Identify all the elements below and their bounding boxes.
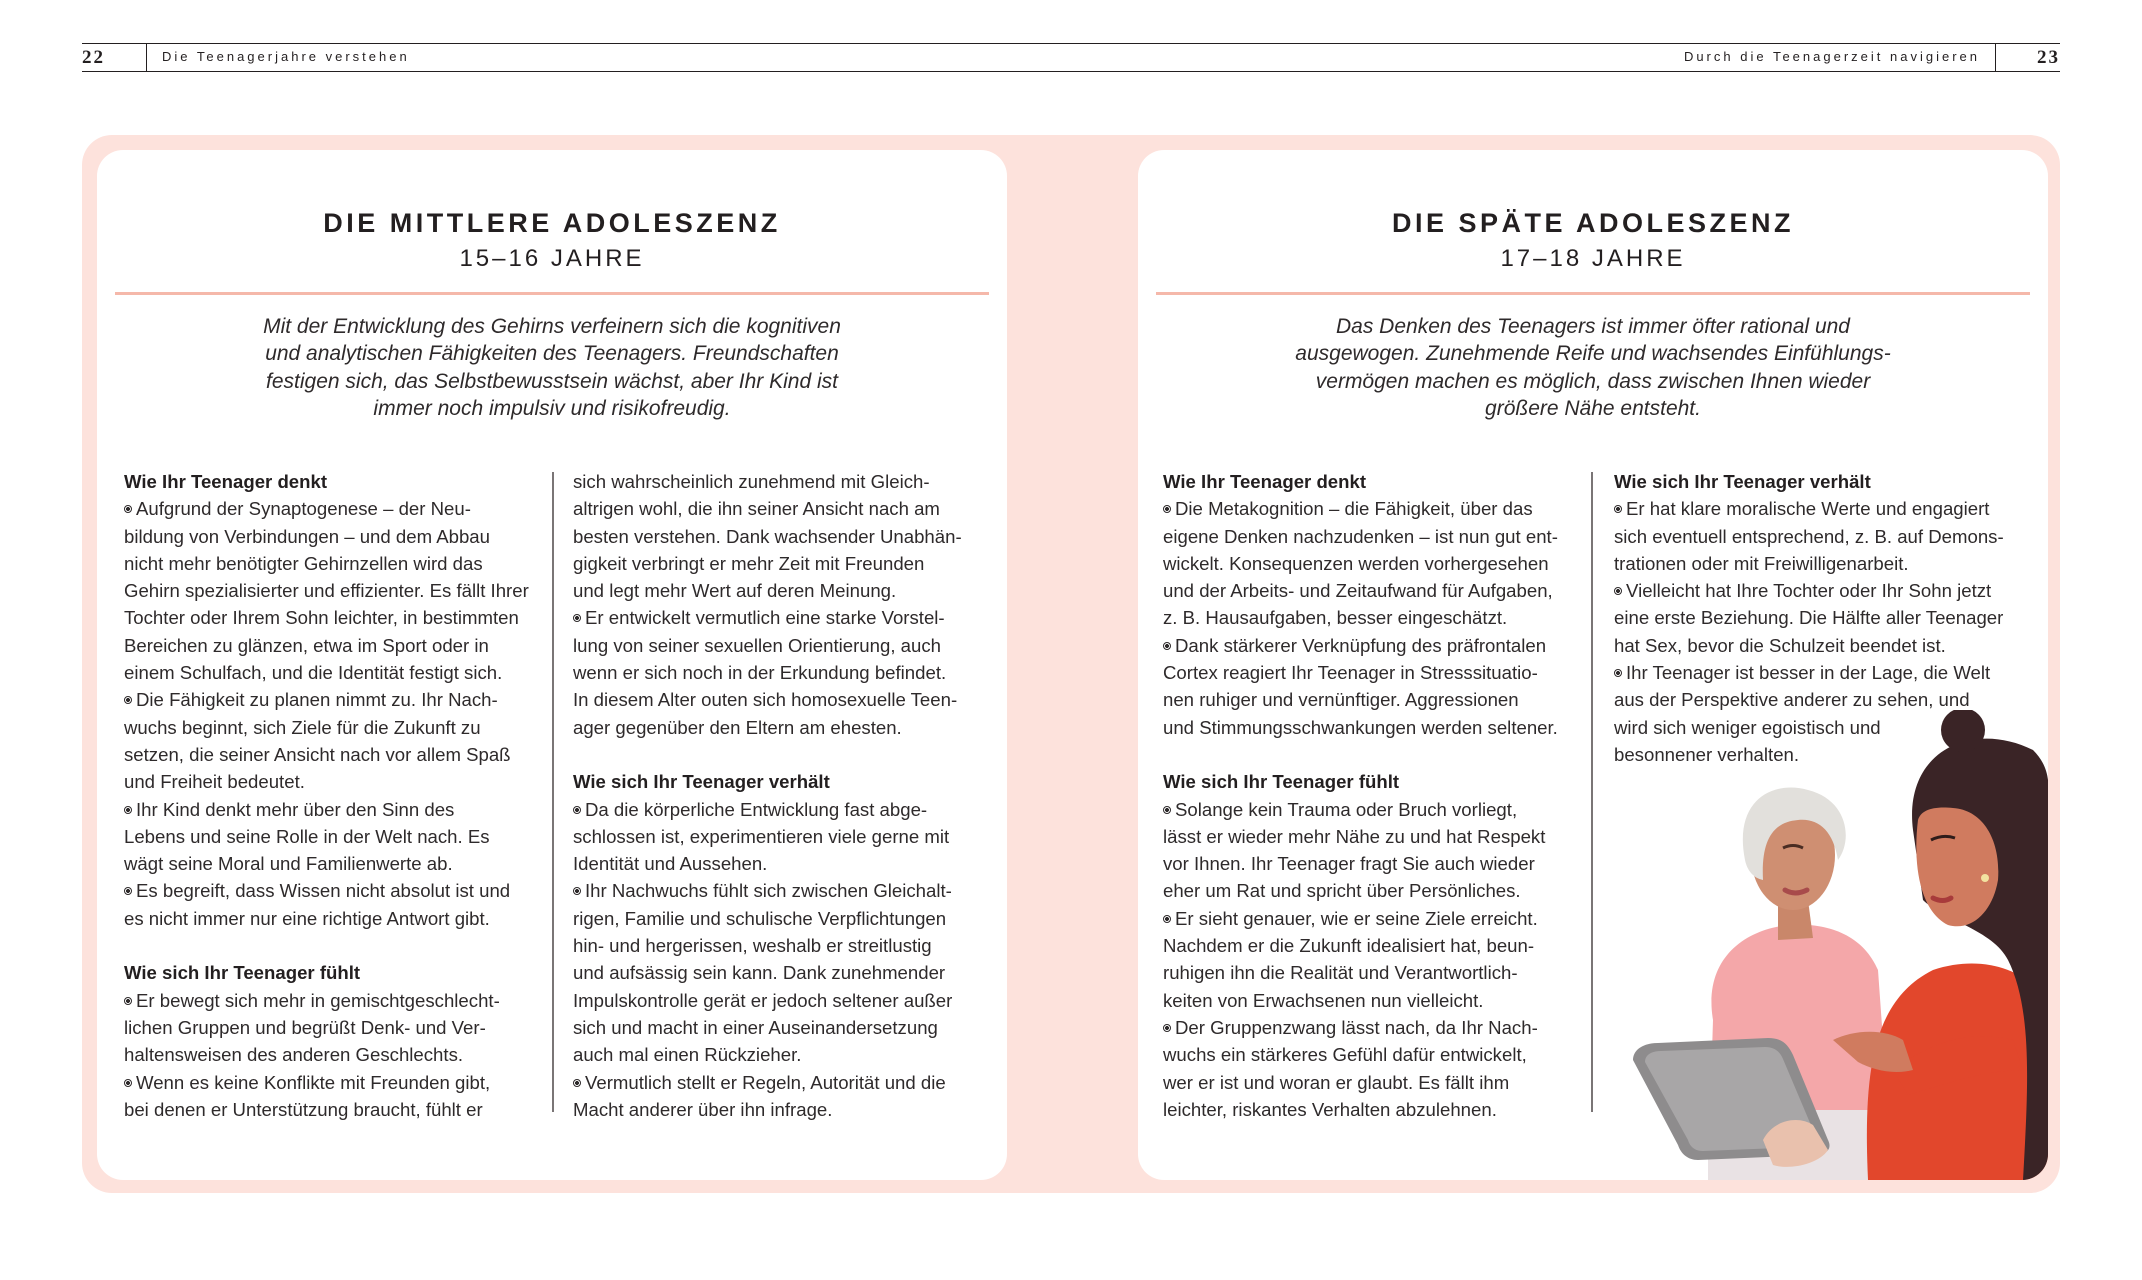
line-text: Macht anderer über ihn infrage. [573, 1098, 833, 1120]
text-line [573, 823, 993, 850]
bullet-line [573, 604, 993, 631]
intro-line: größere Nähe entsteht. [1485, 396, 1701, 420]
paragraph-gap [573, 741, 993, 768]
bullet-icon [573, 614, 581, 622]
card-title: DIE SPÄTE ADOLESZENZ [1391, 208, 1795, 238]
text-line [573, 577, 993, 604]
text-line [124, 1041, 544, 1068]
line-text: Ihr Kind denkt mehr über den Sinn des [136, 798, 455, 820]
text-line [573, 932, 993, 959]
line-text: nicht mehr benötigter Gehirnzellen wird das [124, 552, 483, 574]
text-line [573, 1041, 993, 1068]
line-text: Es begreift, dass Wissen nicht absolut ist und [136, 880, 511, 902]
bullet-icon [124, 887, 132, 895]
text-line [1163, 523, 1583, 550]
bullet-line [1163, 1014, 1583, 1041]
intro-line: immer noch impulsiv und risikofreudig. [373, 396, 731, 420]
section-heading [1614, 468, 2014, 495]
text-column-1 [124, 468, 544, 1123]
line-text: keiten von Erwachsenen nun vielleicht. [1163, 989, 1484, 1011]
intro-line: Das Denken des Teenagers ist immer öfter rational und [1336, 315, 1850, 338]
text-line [573, 523, 993, 550]
section-heading [124, 468, 544, 495]
line-text: Wenn es keine Konflikte mit Freunden gibt, [136, 1071, 491, 1093]
text-line [1163, 987, 1583, 1014]
text-line [124, 604, 544, 631]
line-text: bei denen er Unterstützung braucht, fühlt er [124, 1098, 483, 1120]
text-line [124, 523, 544, 550]
bullet-line [124, 877, 544, 904]
section-heading [124, 959, 544, 986]
bullet-line [124, 686, 544, 713]
card-middle-adolescence [97, 150, 1007, 1180]
header-separator-right [1995, 43, 1996, 72]
line-text: vor Ihnen. Ihr Teenager fragt Sie auch wieder [1163, 853, 1535, 875]
line-text: ager gegenüber den Eltern am ehesten. [573, 716, 902, 738]
line-text: Ihr Teenager ist besser in der Lage, die Welt [1626, 662, 1991, 684]
line-text: Die Fähigkeit zu planen nimmt zu. Ihr Nach- [136, 689, 498, 711]
text-line [573, 468, 993, 495]
line-text: ruhigen ihn die Realität und Verantwortlich- [1163, 962, 1518, 984]
text-line [124, 577, 544, 604]
text-line [124, 850, 544, 877]
text-line [573, 659, 993, 686]
line-text: Wie sich Ihr Teenager fühlt [124, 962, 361, 984]
line-text: besten verstehen. Dank wachsender Unabhän- [573, 525, 962, 547]
line-text: wickelt. Konsequenzen werden vorhergesehen [1163, 552, 1549, 574]
line-text: Lebens und seine Rolle in der Welt nach. Es [124, 825, 490, 847]
line-text: In diesem Alter outen sich homosexuelle Teen- [573, 689, 958, 711]
left-page-number: 22 [82, 47, 105, 68]
line-text: Tochter oder Ihrem Sohn leichter, in bestimmten [124, 607, 519, 629]
teen-hair-bun [1941, 710, 1985, 752]
text-line [124, 714, 544, 741]
bullet-line [124, 987, 544, 1014]
right-running-title: Durch die Teenagerzeit navigieren [1683, 49, 1980, 64]
text-line [1163, 1096, 1583, 1123]
card-late-adolescence [1138, 150, 2048, 1180]
bullet-icon [573, 887, 581, 895]
text-line [1163, 959, 1583, 986]
section-heading [1163, 768, 1583, 795]
line-text: sich und macht in einer Auseinandersetzung [573, 1016, 938, 1038]
text-line [1163, 1041, 1583, 1068]
bullet-line [573, 877, 993, 904]
line-text: Ihr Nachwuchs fühlt sich zwischen Gleichalt- [585, 880, 952, 902]
text-line [1163, 659, 1583, 686]
intro-text [217, 313, 887, 422]
line-text: und aufsässig sein kann. Dank zunehmender [573, 962, 946, 984]
text-line [573, 714, 993, 741]
bullet-icon [1163, 1024, 1171, 1032]
column-divider [552, 472, 554, 1112]
text-column-1 [1163, 468, 1583, 1123]
line-text: Impulskontrolle gerät er jedoch seltener außer [573, 989, 953, 1011]
line-text: besonnener verhalten. [1614, 743, 1800, 765]
line-text: Solange kein Trauma oder Bruch vorliegt, [1175, 798, 1518, 820]
text-line [1163, 604, 1583, 631]
intro-line: und analytischen Fähigkeiten des Teenagers. Freundschaften [265, 342, 839, 366]
bullet-line [1614, 495, 2014, 522]
line-text: nen ruhiger und vernünftiger. Aggressionen [1163, 689, 1519, 711]
text-line [573, 1096, 993, 1123]
text-line [124, 1014, 544, 1041]
text-line [1163, 850, 1583, 877]
bullet-line [1163, 796, 1583, 823]
column-divider [1591, 472, 1593, 1112]
line-text: wird sich weniger egoistisch und [1614, 716, 1881, 738]
bullet-line [573, 1069, 993, 1096]
line-text: z. B. Hausaufgaben, besser eingeschätzt. [1163, 607, 1508, 629]
line-text: Er sieht genauer, wie er seine Ziele erreicht. [1175, 907, 1538, 929]
text-line [573, 959, 993, 986]
line-text: Aufgrund der Synaptogenese – der Neu- [136, 498, 471, 520]
line-text: lung von seiner sexuellen Orientierung, auch [573, 634, 941, 656]
title-rule [115, 292, 989, 295]
line-text: Wie sich Ihr Teenager verhält [1614, 471, 1871, 492]
left-running-title: Die Teenagerjahre verstehen [162, 49, 410, 64]
text-line [573, 987, 993, 1014]
text-line [1163, 823, 1583, 850]
line-text: wuchs beginnt, sich Ziele für die Zukunft zu [124, 716, 481, 738]
line-text: Die Metakognition – die Fähigkeit, über das [1175, 498, 1533, 520]
line-text: sich wahrscheinlich zunehmend mit Gleich- [573, 471, 930, 492]
intro-line: vermögen machen es möglich, dass zwischen Ihnen wieder [1315, 369, 1871, 393]
title-rule [1156, 292, 2030, 295]
line-text: Der Gruppenzwang lässt nach, da Ihr Nach- [1175, 1016, 1538, 1038]
text-line [573, 550, 993, 577]
text-line [124, 1096, 544, 1123]
text-line [124, 632, 544, 659]
line-text: lässt er wieder mehr Nähe zu und hat Respekt [1163, 825, 1546, 847]
header-rule-bottom [82, 71, 2060, 72]
paragraph-gap [124, 932, 544, 959]
line-text: eigene Denken nachzudenken – ist nun gut ent- [1163, 525, 1558, 547]
bullet-icon [1163, 915, 1171, 923]
bullet-line [573, 796, 993, 823]
text-line [1163, 577, 1583, 604]
line-text: altrigen wohl, die ihn seiner Ansicht nach am [573, 498, 940, 520]
bullet-line [124, 1069, 544, 1096]
line-text: bildung von Verbindungen – und dem Abbau [124, 525, 490, 547]
bullet-line [1163, 495, 1583, 522]
line-text: Vielleicht hat Ihre Tochter oder Ihr Sohn jetzt [1626, 580, 1992, 602]
line-text: Er bewegt sich mehr in gemischtgeschlecht- [136, 989, 500, 1011]
line-text: Er entwickelt vermutlich eine starke Vorstel- [585, 607, 945, 629]
line-text: und legt mehr Wert auf deren Meinung. [573, 580, 897, 602]
text-line [124, 659, 544, 686]
bullet-icon [573, 1079, 581, 1087]
text-line [1163, 932, 1583, 959]
line-text: auch mal einen Rückzieher. [573, 1044, 802, 1066]
bullet-line [1614, 659, 2014, 686]
bullet-icon [1163, 505, 1171, 513]
text-line [1163, 877, 1583, 904]
text-line [1163, 1069, 1583, 1096]
bullet-line [1163, 632, 1583, 659]
line-text: Dank stärkerer Verknüpfung des präfrontalen [1175, 634, 1547, 656]
line-text: trationen oder mit Freiwilligenarbeit. [1614, 552, 1909, 574]
intro-line: ausgewogen. Zunehmende Reife und wachsendes Einfühlungs- [1295, 342, 1891, 366]
line-text: setzen, die seiner Ansicht nach vor allem Spaß [124, 743, 511, 765]
line-text: rigen, Familie und schulische Verpflichtungen [573, 907, 947, 929]
line-text: lichen Gruppen und begrüßt Denk- und Ver- [124, 1016, 486, 1038]
line-text: hin- und hergerissen, weshalb er streitlustig [573, 935, 932, 957]
text-line [124, 823, 544, 850]
text-line [1163, 714, 1583, 741]
line-text: und der Arbeits- und Zeitaufwand für Aufgaben, [1163, 580, 1553, 602]
line-text: und Freiheit bedeutet. [124, 771, 305, 793]
bullet-line [124, 495, 544, 522]
text-line [1614, 523, 2014, 550]
line-text: Identität und Aussehen. [573, 853, 768, 875]
teen-earring [1981, 874, 1989, 882]
text-line [573, 686, 993, 713]
bullet-line [124, 796, 544, 823]
line-text: wenn er sich noch in der Erkundung befindet. [573, 662, 947, 684]
line-text: wägt seine Moral und Familienwerte ab. [124, 853, 453, 875]
line-text: und Stimmungsschwankungen werden seltener. [1163, 716, 1558, 738]
card-subtitle: 15–16 JAHRE [459, 245, 645, 272]
line-text: eher um Rat und spricht über Persönliches. [1163, 880, 1521, 902]
bullet-icon [124, 806, 132, 814]
bullet-icon [124, 505, 132, 513]
line-text: Vermutlich stellt er Regeln, Autorität und die [585, 1071, 946, 1093]
line-text: Wie sich Ihr Teenager fühlt [1163, 771, 1400, 793]
paragraph-gap [1163, 741, 1583, 768]
bullet-icon [1614, 669, 1622, 677]
text-line [124, 741, 544, 768]
text-line [573, 495, 993, 522]
header-separator-left [146, 43, 147, 72]
line-text: Wie Ihr Teenager denkt [1163, 471, 1367, 492]
line-text: sich eventuell entsprechend, z. B. auf Demons- [1614, 525, 2004, 547]
card-subtitle: 17–18 JAHRE [1500, 245, 1686, 272]
line-text: einem Schulfach, und die Identität festigt sich. [124, 662, 503, 684]
line-text: schlossen ist, experimentieren viele gerne mit [573, 825, 950, 847]
section-heading [573, 768, 993, 795]
card-title: DIE MITTLERE ADOLESZENZ [323, 208, 781, 238]
line-text: Da die körperliche Entwicklung fast abge- [585, 798, 928, 820]
text-line [124, 550, 544, 577]
bullet-icon [124, 696, 132, 704]
line-text: Bereichen zu glänzen, etwa im Sport oder in [124, 634, 489, 656]
teen-lips [1933, 898, 1951, 901]
line-text: wer er ist und woran er glaubt. Es fällt ihm [1163, 1071, 1510, 1093]
bullet-icon [1163, 806, 1171, 814]
bullet-icon [124, 1079, 132, 1087]
line-text: Wie Ihr Teenager denkt [124, 471, 328, 492]
line-text: Er hat klare moralische Werte und engagiert [1626, 498, 1990, 520]
line-text: hat Sex, bevor die Schulzeit beendet ist. [1614, 634, 1946, 656]
line-text: leichter, riskantes Verhalten abzulehnen. [1163, 1098, 1497, 1120]
text-line [1614, 632, 2014, 659]
bullet-icon [124, 997, 132, 1005]
line-text: gigkeit verbringt er mehr Zeit mit Freunden [573, 552, 925, 574]
bullet-line [1614, 577, 2014, 604]
text-line [1614, 604, 2014, 631]
line-text: eine erste Beziehung. Die Hälfte aller Teenager [1614, 607, 2004, 629]
text-line [573, 850, 993, 877]
line-text: Gehirn spezialisierter und effizienter. Es fällt Ihrer [124, 580, 529, 602]
line-text: haltensweisen des anderen Geschlechts. [124, 1044, 464, 1066]
text-line [573, 905, 993, 932]
illustration-mother-teen-tablet [1613, 710, 2048, 1180]
line-text: Wie sich Ihr Teenager verhält [573, 771, 830, 793]
text-line [1614, 550, 2014, 577]
line-text: aus der Perspektive anderer zu sehen, und [1614, 689, 1970, 711]
text-line [124, 905, 544, 932]
text-line [573, 1014, 993, 1041]
text-line [124, 768, 544, 795]
line-text: wuchs ein stärkeres Gefühl dafür entwickelt, [1163, 1044, 1527, 1066]
line-text: es nicht immer nur eine richtige Antwort gibt. [124, 907, 490, 929]
bullet-icon [573, 806, 581, 814]
right-page-number: 23 [2037, 47, 2060, 68]
bullet-icon [1163, 642, 1171, 650]
text-line [1163, 550, 1583, 577]
bullet-line [1163, 905, 1583, 932]
intro-line: festigen sich, das Selbstbewusstsein wächst, aber Ihr Kind ist [266, 369, 838, 393]
bullet-icon [1614, 587, 1622, 595]
header-rule-top [82, 43, 2060, 44]
running-header [82, 43, 2060, 72]
text-line [573, 632, 993, 659]
text-column-2 [573, 468, 993, 1123]
line-text: Cortex reagiert Ihr Teenager in Stresssituatio- [1163, 662, 1538, 684]
section-heading [1163, 468, 1583, 495]
line-text: Nachdem er die Zukunft idealisiert hat, beun- [1163, 935, 1535, 957]
bullet-icon [1614, 505, 1622, 513]
intro-text [1258, 313, 1928, 422]
intro-line: Mit der Entwicklung des Gehirns verfeinern sich die kognitiven [263, 315, 841, 338]
text-line [1163, 686, 1583, 713]
